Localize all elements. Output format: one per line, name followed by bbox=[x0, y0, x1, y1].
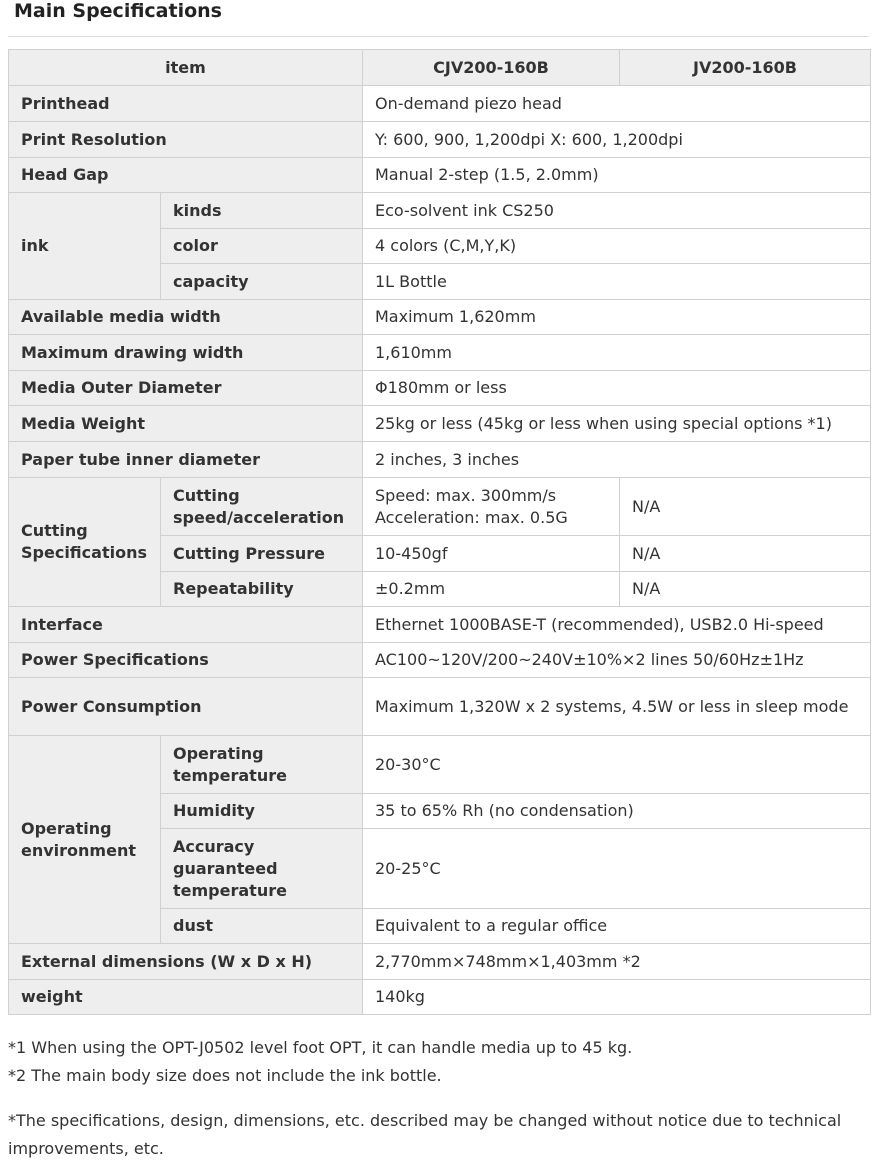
row-value-media-width: Maximum 1,620mm bbox=[363, 300, 871, 335]
row-label-cutting-pressure: Cutting Pressure bbox=[161, 536, 363, 572]
row-value-interface: Ethernet 1000BASE-T (recommended), USB2.0 Hi-speed bbox=[363, 607, 871, 643]
table-row bbox=[9, 980, 871, 1015]
row-value-tube-diameter: 2 inches, 3 inches bbox=[363, 442, 871, 478]
row-label-resolution: Print Resolution bbox=[9, 122, 363, 158]
row-value-b-cutting-speed: N/A bbox=[620, 478, 871, 536]
table-row bbox=[9, 442, 871, 478]
table-row bbox=[9, 678, 871, 736]
row-value-ink-color: 4 colors (C,M,Y,K) bbox=[363, 229, 871, 264]
row-label-ink-capacity: capacity bbox=[161, 264, 363, 300]
row-value-cutting-speed: Speed: max. 300mm/s Acceleration: max. 0.5G bbox=[363, 478, 620, 536]
row-label-ink-color: color bbox=[161, 229, 363, 264]
title-divider bbox=[8, 36, 869, 37]
row-label-accuracy-temperature: Accuracy guaranteed temperature bbox=[161, 829, 363, 909]
row-label-cutting-speed: Cutting speed/acceleration bbox=[161, 478, 363, 536]
row-label-power-spec: Power Specifications bbox=[9, 643, 363, 678]
table-row bbox=[9, 736, 871, 794]
row-label-media-width: Available media width bbox=[9, 300, 363, 335]
row-label-operating-temperature: Operating temperature bbox=[161, 736, 363, 794]
header-model-a: CJV200-160B bbox=[363, 50, 620, 86]
row-label-printhead: Printhead bbox=[9, 86, 363, 122]
table-row bbox=[9, 607, 871, 643]
row-value-media-weight: 25kg or less (45kg or less when using special options *1) bbox=[363, 406, 871, 442]
row-value-repeatability: ±0.2mm bbox=[363, 572, 620, 607]
table-row bbox=[9, 300, 871, 335]
row-label-dimensions: External dimensions (W x D x H) bbox=[9, 944, 363, 980]
group-label-ink: ink bbox=[9, 193, 161, 300]
footnote-1: *1 When using the OPT-J0502 level foot OPT, it can handle media up to 45 kg. bbox=[8, 1038, 633, 1057]
row-label-repeatability: Repeatability bbox=[161, 572, 363, 607]
row-label-tube-diameter: Paper tube inner diameter bbox=[9, 442, 363, 478]
header-model-b: JV200-160B bbox=[620, 50, 871, 86]
spec-table bbox=[8, 49, 871, 1015]
row-label-media-weight: Media Weight bbox=[9, 406, 363, 442]
footnotes bbox=[8, 1034, 868, 1163]
table-row bbox=[9, 158, 871, 193]
group-label-cutting: Cutting Specifications bbox=[9, 478, 161, 607]
footnote-2: *2 The main body size does not include the ink bottle. bbox=[8, 1066, 442, 1085]
table-row bbox=[9, 122, 871, 158]
row-value-outer-diameter: Φ180mm or less bbox=[363, 371, 871, 406]
table-row bbox=[9, 335, 871, 371]
row-label-power-consumption: Power Consumption bbox=[9, 678, 363, 736]
row-value-dimensions: 2,770mm×748mm×1,403mm *2 bbox=[363, 944, 871, 980]
table-row bbox=[9, 643, 871, 678]
row-value-weight: 140kg bbox=[363, 980, 871, 1015]
table-header-row bbox=[9, 50, 871, 86]
row-value-operating-temperature: 20-30°C bbox=[363, 736, 871, 794]
row-value-b-repeatability: N/A bbox=[620, 572, 871, 607]
row-label-drawing-width: Maximum drawing width bbox=[9, 335, 363, 371]
table-row bbox=[9, 406, 871, 442]
row-value-ink-kinds: Eco-solvent ink CS250 bbox=[363, 193, 871, 229]
row-value-b-cutting-pressure: N/A bbox=[620, 536, 871, 572]
row-value-cutting-pressure: 10-450gf bbox=[363, 536, 620, 572]
row-value-accuracy-temperature: 20-25°C bbox=[363, 829, 871, 909]
row-label-interface: Interface bbox=[9, 607, 363, 643]
page-title: Main Specifications bbox=[14, 0, 222, 22]
table-row bbox=[9, 944, 871, 980]
row-value-dust: Equivalent to a regular office bbox=[363, 909, 871, 944]
row-value-power-consumption: Maximum 1,320W x 2 systems, 4.5W or less in sleep mode bbox=[363, 678, 871, 736]
row-label-weight: weight bbox=[9, 980, 363, 1015]
group-label-environment: Operating environment bbox=[9, 736, 161, 944]
row-value-drawing-width: 1,610mm bbox=[363, 335, 871, 371]
row-label-dust: dust bbox=[161, 909, 363, 944]
row-value-humidity: 35 to 65% Rh (no condensation) bbox=[363, 794, 871, 829]
row-label-head-gap: Head Gap bbox=[9, 158, 363, 193]
row-value-head-gap: Manual 2-step (1.5, 2.0mm) bbox=[363, 158, 871, 193]
table-row bbox=[9, 193, 871, 229]
row-value-resolution: Y: 600, 900, 1,200dpi X: 600, 1,200dpi bbox=[363, 122, 871, 158]
table-row bbox=[9, 86, 871, 122]
row-value-power-spec: AC100~120V/200~240V±10%×2 lines 50/60Hz±1Hz bbox=[363, 643, 871, 678]
row-value-ink-capacity: 1L Bottle bbox=[363, 264, 871, 300]
row-label-ink-kinds: kinds bbox=[161, 193, 363, 229]
row-label-outer-diameter: Media Outer Diameter bbox=[9, 371, 363, 406]
row-label-humidity: Humidity bbox=[161, 794, 363, 829]
header-item: item bbox=[9, 50, 363, 86]
disclaimer-text: *The specifications, design, dimensions, etc. described may be changed without notice due to technical improvements, etc. bbox=[8, 1111, 842, 1158]
table-row bbox=[9, 371, 871, 406]
table-row bbox=[9, 478, 871, 536]
row-value-printhead: On-demand piezo head bbox=[363, 86, 871, 122]
